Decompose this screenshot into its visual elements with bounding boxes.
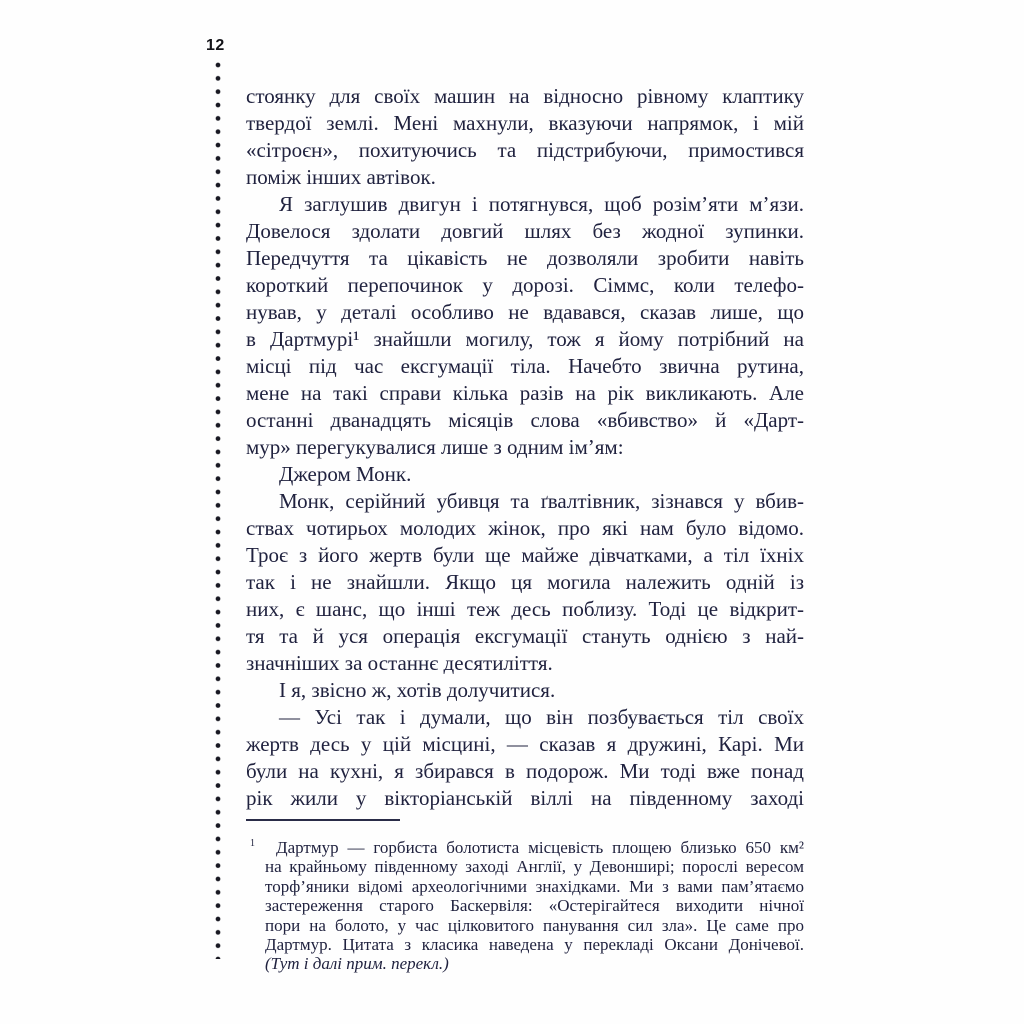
footnote-separator-rule <box>246 819 400 821</box>
body-line: твердої землі. Мені махнули, вказуючи напрямок, і мій <box>246 111 804 135</box>
body-line: місці під час ексгумації тіла. Начебто звична рутина, <box>246 354 804 378</box>
footnote-line <box>246 838 804 857</box>
body-line: Троє з його жертв були ще майже дівчатками, а тіл їхніх <box>246 543 804 567</box>
body-line: значніших за останнє десятиліття. <box>246 651 553 675</box>
body-line: Джером Монк. <box>279 462 412 486</box>
dotted-margin-separator <box>214 61 222 959</box>
body-text <box>246 83 804 812</box>
footnote-line: пори на болото, у час цілковитого панування сил зла». Це саме про <box>265 915 804 935</box>
body-line: Передчуття та цікавість не дозволяли зробити навіть <box>246 246 804 270</box>
body-line: Довелося здолати довгий шлях без жодної зупинки. <box>246 219 804 243</box>
footnote-line: застереження старого Баскервіля: «Остерігайтеся виходити нічної <box>265 896 804 916</box>
footnote-line-text: Дартмур — горбиста болотиста місцевість площею близько 650 км² <box>276 838 804 857</box>
body-line: нував, у деталі особливо не вдавався, сказав лише, що <box>246 300 804 324</box>
body-line: Я заглушив двигун і потягнувся, щоб розім’яти м’язи. <box>279 192 804 216</box>
body-line: — Усі так і думали, що він позбувається тіл своїх <box>279 705 804 729</box>
body-line: так і не знайшли. Якщо ця могила належить одній із <box>246 570 804 594</box>
body-line: Монк, серійний убивця та ґвалтівник, зізнався у вбив- <box>279 489 804 513</box>
body-line: короткий перепочинок у дорозі. Сіммс, коли телефо- <box>246 273 804 297</box>
body-line: «сітроєн», похитуючись та підстрибуючи, примостився <box>246 138 804 162</box>
footnote-line: Дартмур. Цитата з класика наведена у перекладі Оксани Донічевої. <box>265 934 804 954</box>
body-line: жертв десь у цій місцині, — сказав я дружині, Карі. Ми <box>246 732 804 756</box>
body-line: поміж інших автівок. <box>246 165 436 189</box>
body-line: були на кухні, я збирався в подорож. Ми тоді вже понад <box>246 759 804 783</box>
body-line: стоянку для своїх машин на відносно рівному клаптику <box>246 84 804 108</box>
body-line: мене на такі справи кілька разів на рік викликають. Але <box>246 381 804 405</box>
body-line: ствах чотирьох молодих жінок, про які нам було відомо. <box>246 516 804 540</box>
body-line: рік жили у вікторіанській віллі на південному заході <box>246 786 804 810</box>
body-line: них, є шанс, що інші теж десь поблизу. Тоді це відкрит- <box>246 597 804 621</box>
body-line: мур» перегукувалися лише з одним ім’ям: <box>246 435 624 459</box>
footnote-line: торф’яники відомі археологічними знахідками. Ми з вами пам’ятаємо <box>265 876 804 896</box>
page-number: 12 <box>206 37 225 54</box>
footnote-line: (Тут і далі прим. перекл.) <box>265 954 449 974</box>
footnote-marker: 1 <box>250 838 255 849</box>
body-line: І я, звісно ж, хотів долучитися. <box>279 678 556 702</box>
footnote <box>246 838 804 974</box>
body-line: в Дартмурі¹ знайшли могилу, тож я йому потрібний на <box>246 327 804 351</box>
footnote-line: на крайньому південному заході Англії, у Девонширі; порослі вересом <box>265 857 804 877</box>
body-line: останні дванадцять місяців слова «вбивство» й «Дарт- <box>246 408 804 432</box>
body-line: тя та й уся операція ексгумації стануть однією з най- <box>246 624 804 648</box>
